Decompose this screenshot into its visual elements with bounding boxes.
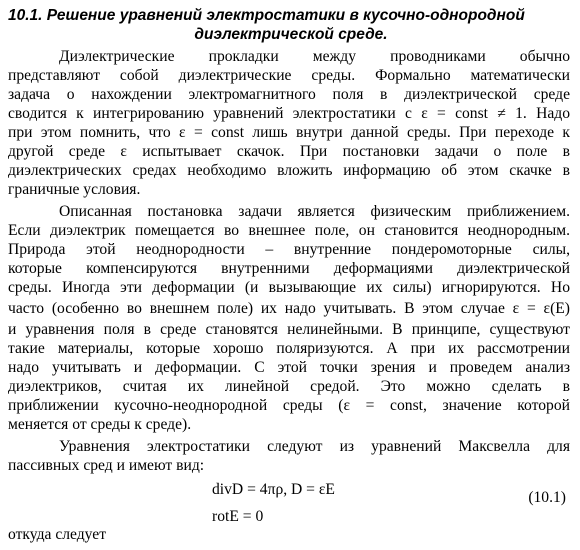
text-line: пассивных сред и имеют вид: (8, 457, 205, 474)
text-line: сводится к интегрированию уравнений электростатики с ε = const ≠ 1. Надо (8, 105, 570, 122)
text-line: приближении кусочно-неоднородной среды (ε = const, значение которой (8, 397, 570, 414)
text-line: часто (особенно во внешнем поле) их надо учитывать. В этом случае ε = ε(E) (8, 300, 570, 317)
text-line: граничные условия. (8, 181, 141, 198)
text-line: меняется от среды к среде). (8, 416, 192, 433)
text-line: диэлектриков, считая их линейной средой. Это можно сделать в (8, 378, 570, 395)
text-line: задача о нахождении электромагнитного поля в диэлектрической среде (8, 86, 570, 103)
text-line: такие материалы, которые хорошо поляризуются. А при их рассмотрении (8, 340, 570, 357)
equation-line-1: divD = 4πρ, D = εE (212, 481, 335, 498)
text-line: Описанная постановка задачи является физическим приближением. (59, 203, 570, 220)
text-line: при этом помнить, что ε = const лишь внутри данной среды. При переходе к (8, 124, 570, 141)
equation-line-2: rotE = 0 (212, 508, 264, 525)
text-line: представляют собой диэлектрические среды. Формально математически (8, 67, 570, 84)
section-title-line1: 10.1. Решение уравнений электростатики в кусочно-однородной (8, 7, 525, 24)
text-line: и уравнения поля в среде становятся нелинейными. В принципе, существуют (8, 321, 570, 338)
text-line: Уравнения электростатики следуют из уравнений Максвелла для (59, 438, 570, 455)
text-line: которые компенсируются внутренними деформациями диэлектрической (8, 260, 570, 277)
text-line: диэлектрических средах необходимо вложить информацию об этом скачке в (8, 162, 570, 179)
text-line: надо учитывать и деформации. С этой точки зрения и проведем анализ (8, 359, 570, 376)
section-heading (8, 6, 574, 44)
text-line: Природа этой неоднородности – внутренние пондеромоторные силы, (8, 241, 570, 258)
text-line: Диэлектрические прокладки между проводниками обычно (59, 48, 570, 65)
text-line: откуда следует (8, 526, 107, 543)
text-line: другой среде ε испытывает скачок. При постановки задачи о поле в (8, 143, 570, 160)
section-title-line2: диэлектрической среде. (194, 26, 388, 43)
equation-number: (10.1) (528, 489, 566, 506)
text-line: Если диэлектрик помещается во внешнее поле, он становится неоднородным. (8, 222, 570, 239)
text-line: среды. Иногда эти деформации (и вызывающие их силы) игнорируются. Но (8, 279, 570, 296)
